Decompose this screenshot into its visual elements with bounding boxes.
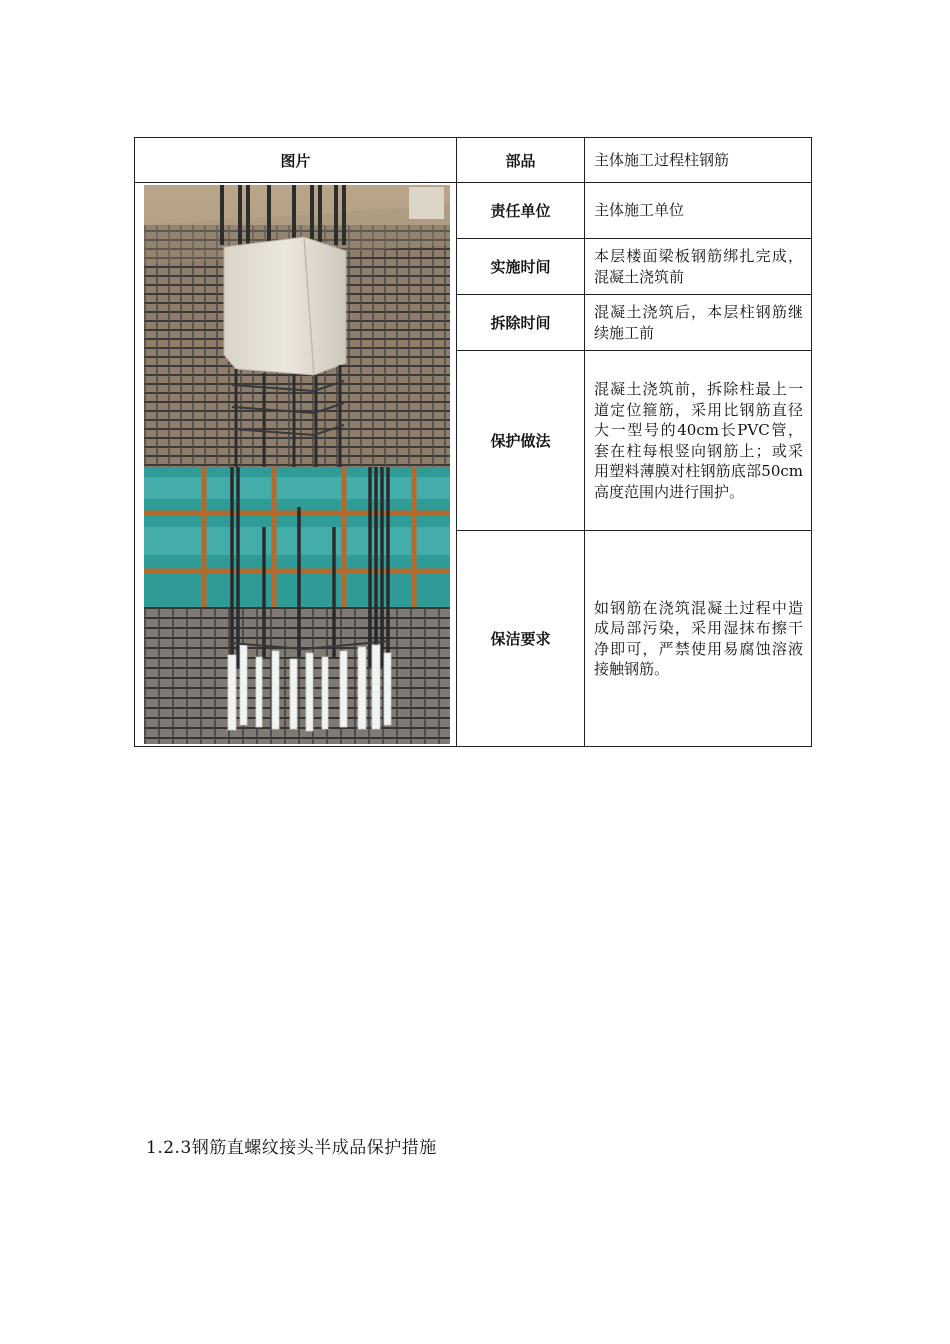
section-heading: 1.2.3钢筋直螺纹接头半成品保护措施 — [146, 1138, 437, 1158]
photo-pvc-sleeved-column — [144, 467, 450, 744]
site-photos — [144, 185, 450, 744]
label-responsible-unit: 责任单位 — [457, 183, 585, 239]
label-protection-method: 保护做法 — [457, 351, 585, 531]
image-column-header: 图片 — [135, 138, 457, 183]
value-implementation-time: 本层楼面梁板钢筋绑扎完成，混凝土浇筑前 — [585, 239, 812, 295]
value-responsible-unit: 主体施工单位 — [585, 183, 812, 239]
value-cleaning-requirement: 如钢筋在浇筑混凝土过程中造成局部污染，采用湿抹布擦干净即可，严禁使用易腐蚀溶液接触钢筋。 — [585, 531, 812, 747]
photo-cell — [135, 183, 457, 747]
value-removal-time: 混凝土浇筑后，本层柱钢筋继续施工前 — [585, 295, 812, 351]
photo-film-wrapped-column — [144, 185, 450, 467]
value-protection-method: 混凝土浇筑前，拆除柱最上一道定位箍筋，采用比钢筋直径大一型号的40cm长PVC管，套在柱每根竖向钢筋上；或采用塑料薄膜对柱钢筋底部50cm高度范围内进行围护。 — [585, 351, 812, 531]
label-part: 部品 — [457, 138, 585, 183]
label-implementation-time: 实施时间 — [457, 239, 585, 295]
protection-spec-table — [134, 137, 812, 747]
label-removal-time: 拆除时间 — [457, 295, 585, 351]
label-cleaning-requirement: 保洁要求 — [457, 531, 585, 747]
value-part: 主体施工过程柱钢筋 — [585, 138, 812, 183]
